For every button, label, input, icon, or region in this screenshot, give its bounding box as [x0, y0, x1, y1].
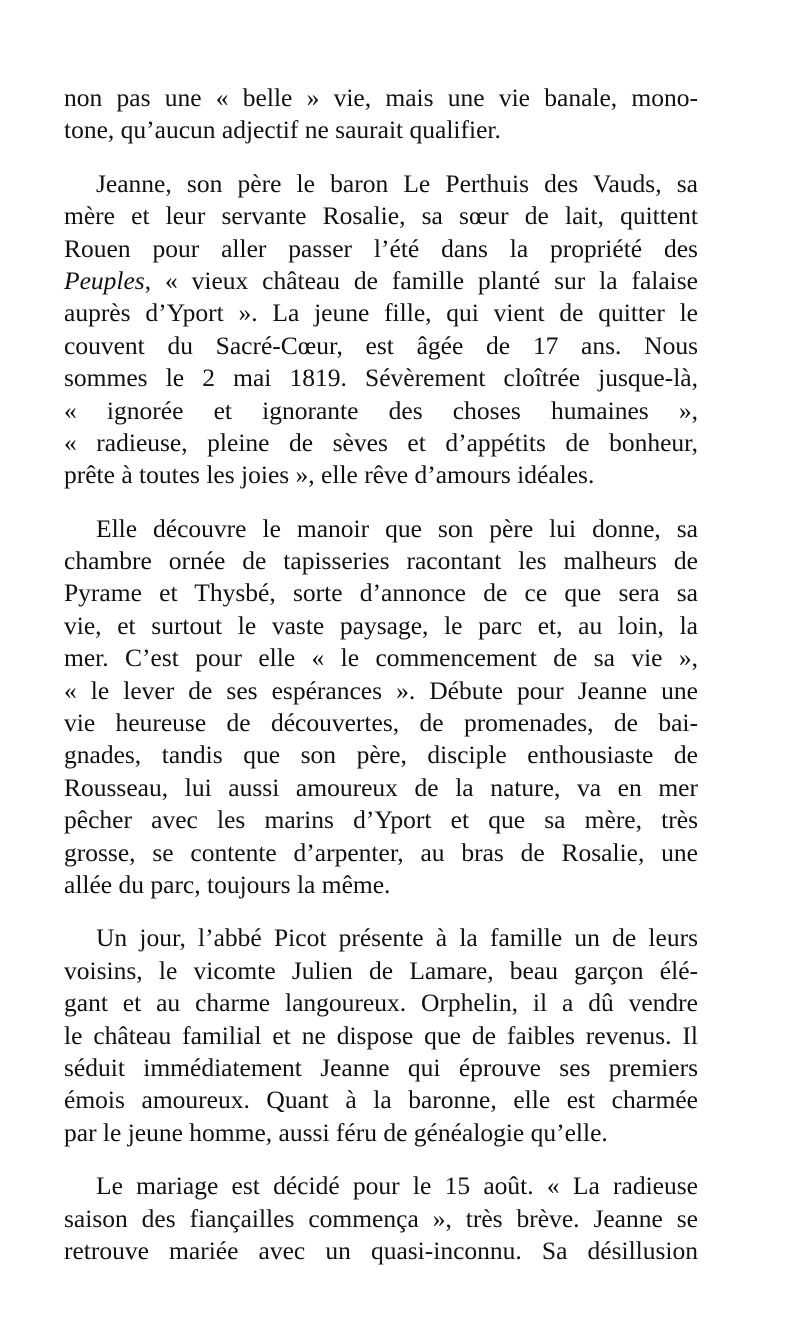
text-line: Rouen pour aller passer l’été dans la propriété des	[64, 233, 698, 263]
text-line: Elle découvre le manoir que son père lui donne, sa	[96, 513, 698, 543]
text-line: saison des fiançailles commença », très brève. Jeanne se	[64, 1203, 698, 1233]
text-line: non pas une « belle » vie, mais une vie banale, mono-	[64, 83, 698, 112]
text-line: « le lever de ses espérances ». Débute pour Jeanne une	[64, 675, 698, 705]
text-line: voisins, le vicomte Julien de Lamare, beau garçon élé-	[64, 955, 698, 985]
text-line: émois amoureux. Quant à la baronne, elle est charmée	[64, 1085, 698, 1115]
text-line: auprès d’Yport ». La jeune fille, qui vient de quitter le	[64, 298, 698, 328]
text-line: par le jeune homme, aussi féru de généalogie qu’elle.	[64, 1117, 608, 1147]
text-line: « radieuse, pleine de sèves et d’appétits de bonheur,	[64, 427, 698, 457]
paragraph-5	[64, 1170, 698, 1267]
text-line: Le mariage est décidé pour le 15 août. « La radieuse	[96, 1171, 698, 1201]
text-line: le château familial et ne dispose que de faibles revenus. Il	[64, 1020, 698, 1050]
text-line: Pyrame et Thysbé, sorte d’annonce de ce que sera sa	[64, 578, 698, 608]
paragraph-3	[64, 513, 698, 902]
text-line: Jeanne, son père le baron Le Perthuis des Vauds, sa	[96, 168, 698, 198]
text-line: gnades, tandis que son père, disciple enthousiaste de	[64, 740, 698, 770]
text-line: Un jour, l’abbé Picot présente à la famille un de leurs	[96, 923, 698, 953]
text-line: séduit immédiatement Jeanne qui éprouve ses premiers	[64, 1052, 698, 1082]
text-line: prête à toutes les joies », elle rêve d’amours idéales.	[64, 460, 595, 490]
italic-title: Peuples	[64, 265, 145, 295]
text-line: tone, qu’aucun adjectif ne saurait qualifier.	[64, 115, 501, 145]
text-line: pêcher avec les marins d’Yport et que sa mère, très	[64, 805, 698, 835]
text-line: sommes le 2 mai 1819. Sévèrement cloîtrée jusque-là,	[64, 363, 698, 393]
paragraph-1	[64, 82, 698, 147]
text-line: retrouve mariée avec un quasi-inconnu. Sa désillusion	[64, 1235, 698, 1265]
text-line: « ignorée et ignorante des choses humaines »,	[64, 395, 698, 425]
paragraph-4	[64, 922, 698, 1149]
text-line: grosse, se contente d’arpenter, au bras de Rosalie, une	[64, 837, 698, 867]
text-line: Rousseau, lui aussi amoureux de la nature, va en mer	[64, 772, 698, 802]
text-line: chambre ornée de tapisseries racontant les malheurs de	[64, 546, 698, 576]
text-line: mère et leur servante Rosalie, sa sœur de lait, quittent	[64, 201, 698, 231]
text-line: couvent du Sacré-Cœur, est âgée de 17 ans. Nous	[64, 330, 698, 360]
paragraph-2	[64, 168, 698, 492]
text-line-rest: , « vieux château de famille planté sur la falaise	[144, 265, 698, 295]
text-line: vie heureuse de découvertes, de promenades, de bai-	[64, 708, 698, 738]
text-line: gant et au charme langoureux. Orphelin, il a dû vendre	[64, 988, 698, 1018]
text-line: allée du parc, toujours la même.	[64, 869, 391, 899]
text-line	[64, 265, 698, 297]
text-line: mer. C’est pour elle « le commencement de sa vie »,	[64, 643, 698, 673]
text-line: vie, et surtout le vaste paysage, le parc et, au loin, la	[64, 610, 698, 640]
document-page	[64, 82, 698, 1288]
